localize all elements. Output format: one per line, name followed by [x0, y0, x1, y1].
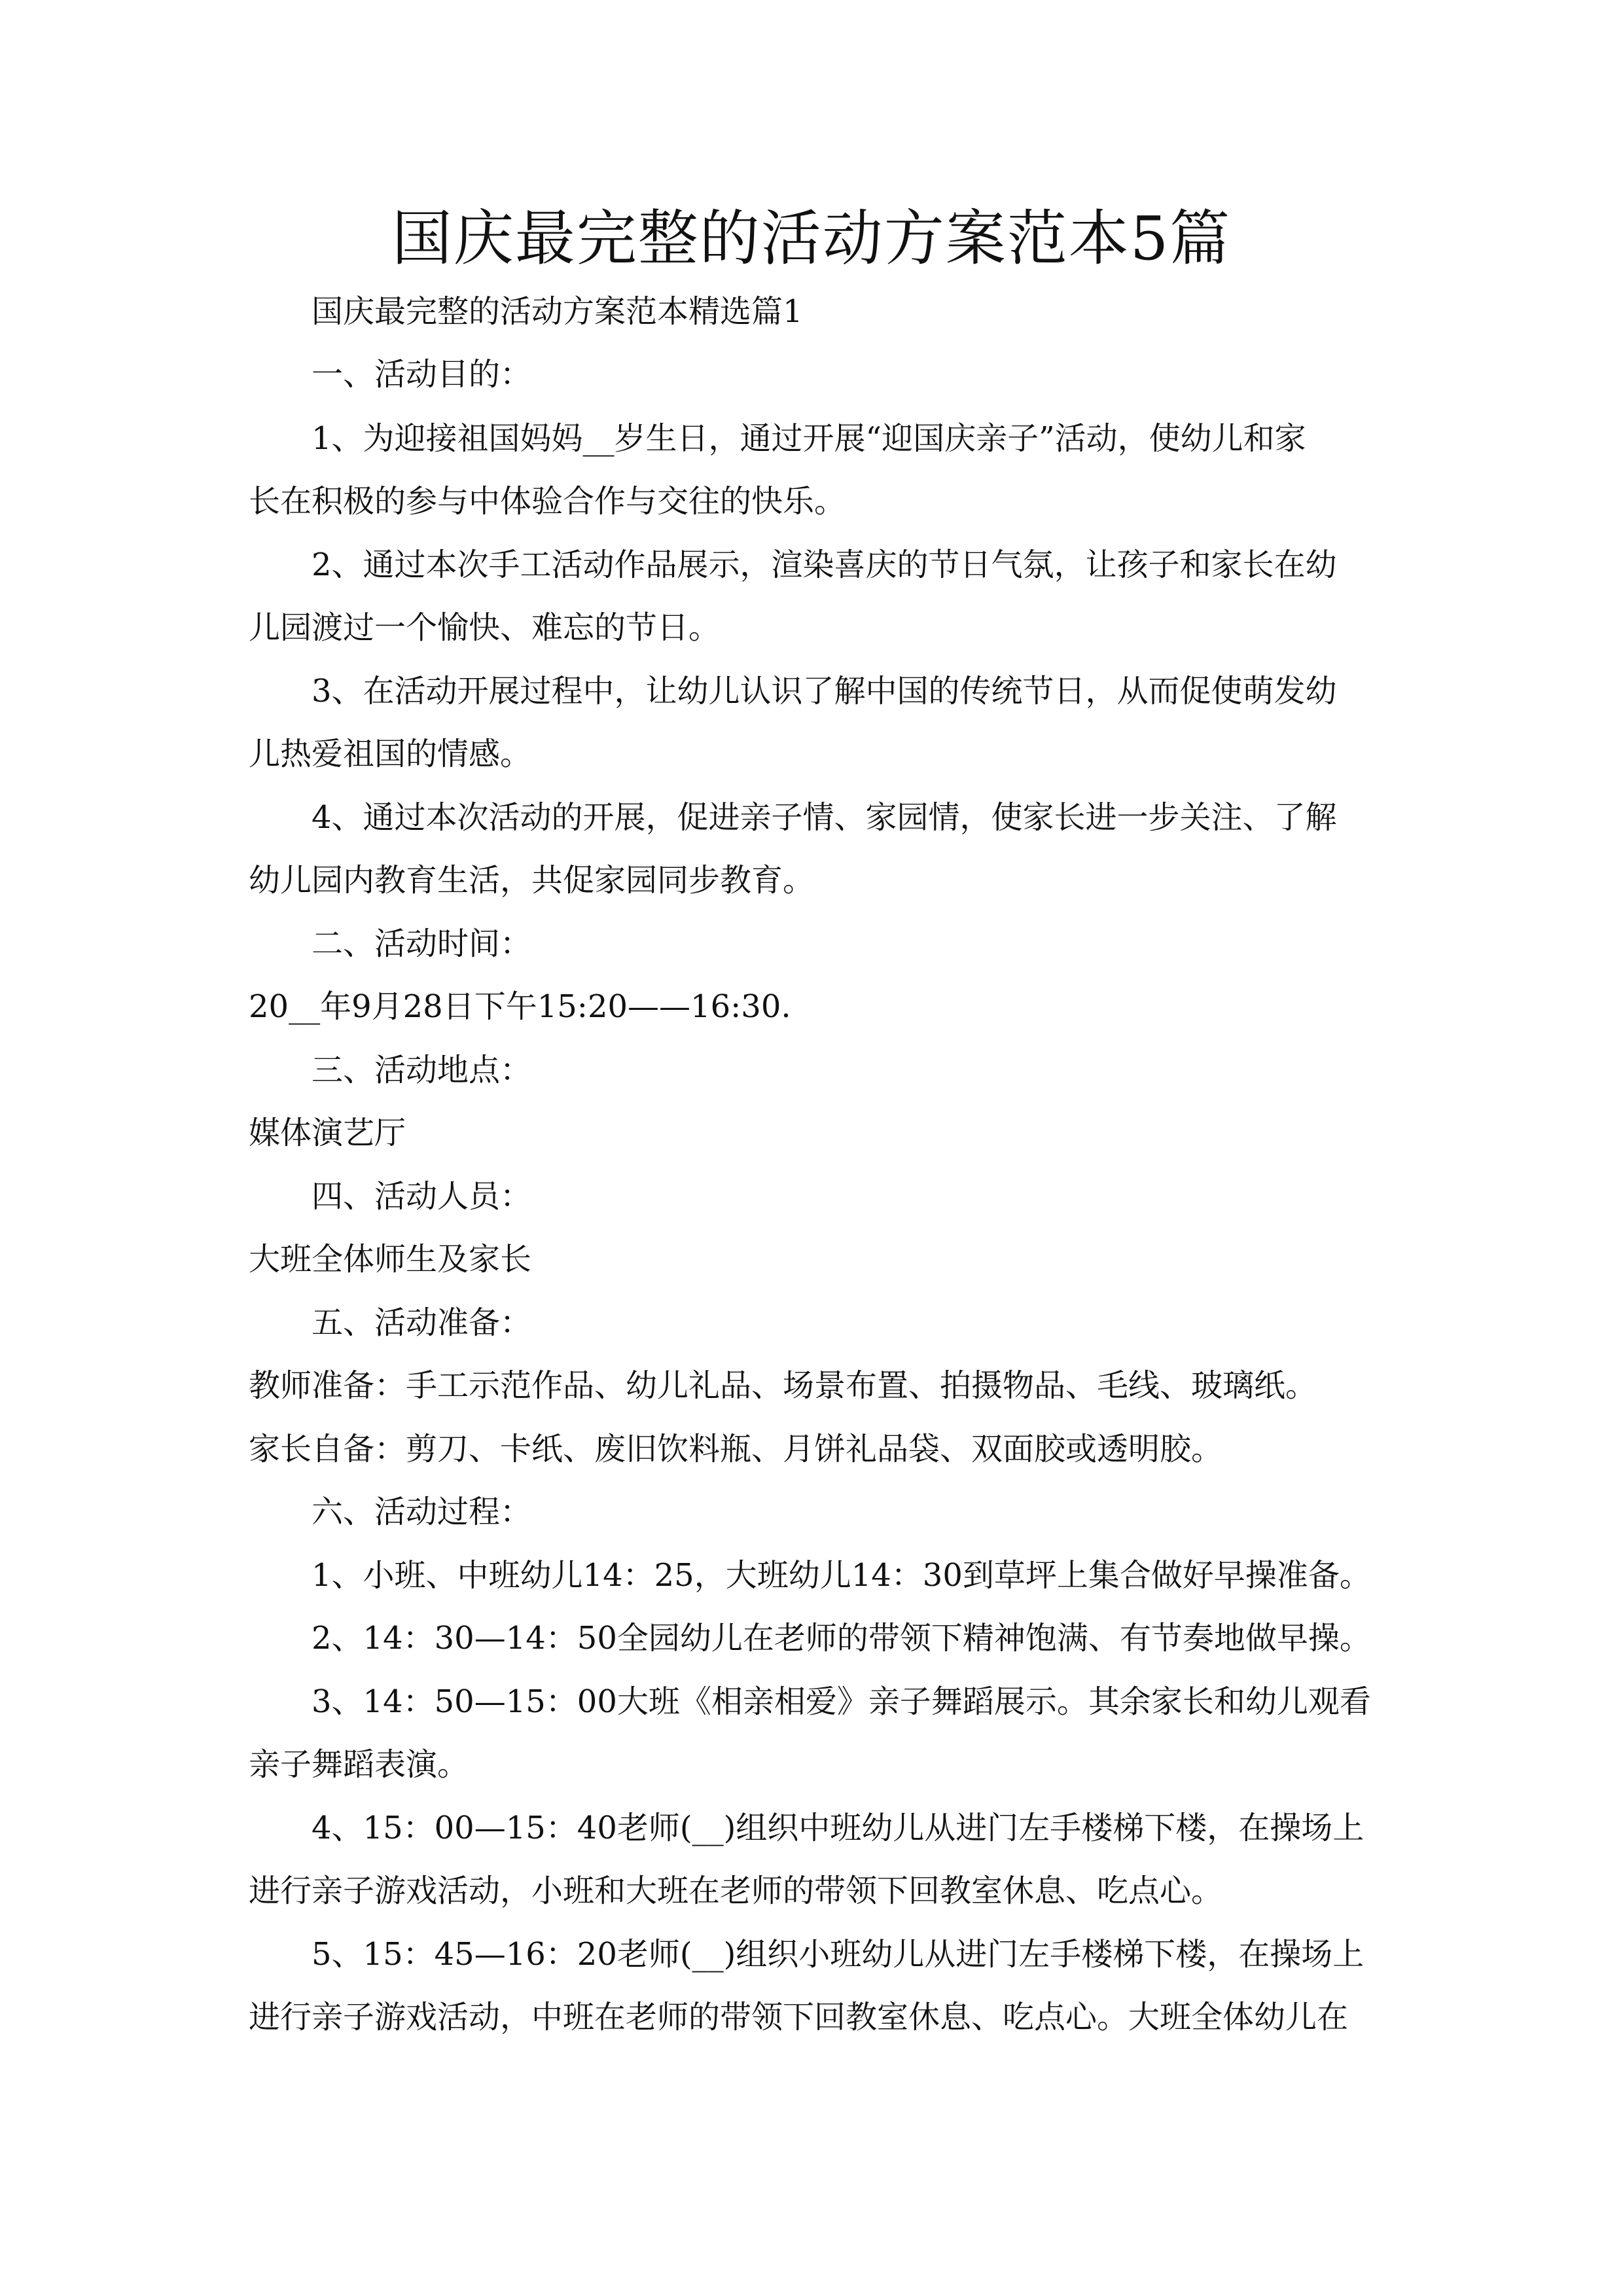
- paragraph-line: 儿热爱祖国的情感。: [249, 736, 532, 772]
- heading-time: 二、活动时间：: [312, 925, 532, 962]
- heading-location: 三、活动地点：: [312, 1052, 532, 1088]
- paragraph-line: 1、小班、中班幼儿14：25，大班幼儿14：30到草坪上集合做好早操准备。: [312, 1557, 1371, 1594]
- paragraph-line: 媒体演艺厅: [249, 1115, 406, 1151]
- paragraph-line: 3、14：50—15：00大班《相亲相爱》亲子舞蹈展示。其余家长和幼儿观看: [312, 1683, 1371, 1720]
- paragraph-line: 4、通过本次活动的开展，促进亲子情、家园情，使家长进一步关注、了解: [312, 799, 1337, 836]
- paragraph-line: 2、14：30—14：50全园幼儿在老师的带领下精神饱满、有节奏地做早操。: [312, 1620, 1371, 1657]
- paragraph-line: 3、在活动开展过程中，让幼儿认识了解中国的传统节日，从而促使萌发幼: [312, 673, 1337, 709]
- paragraph-line: 5、15：45—16：20老师(__)组织小班幼儿从进门左手楼梯下楼，在操场上: [312, 1936, 1364, 1973]
- paragraph-line: 进行亲子游戏活动，小班和大班在老师的带领下回教室休息、吃点心。: [249, 1873, 1223, 1909]
- paragraph-line: 儿园渡过一个愉快、难忘的节日。: [249, 609, 721, 646]
- paragraph-line: 大班全体师生及家长: [249, 1241, 532, 1278]
- document-title: 国庆最完整的活动方案范本5篇: [391, 204, 1232, 274]
- heading-preparation: 五、活动准备：: [312, 1304, 532, 1341]
- paragraph-line: 20__年9月28日下午15:20——16:30.: [249, 988, 791, 1025]
- paragraph-line: 2、通过本次手工活动作品展示，渲染喜庆的节日气氛，让孩子和家长在幼: [312, 547, 1337, 583]
- section-heading: 国庆最完整的活动方案范本精选篇1: [312, 293, 803, 330]
- paragraph-line: 家长自备：剪刀、卡纸、废旧饮料瓶、月饼礼品袋、双面胶或透明胶。: [249, 1431, 1223, 1467]
- paragraph-line: 亲子舞蹈表演。: [249, 1746, 469, 1783]
- paragraph-line: 进行亲子游戏活动，中班在老师的带领下回教室休息、吃点心。大班全体幼儿在: [249, 1999, 1349, 2036]
- paragraph-line: 幼儿园内教育生活，共促家园同步教育。: [249, 862, 815, 899]
- heading-process: 六、活动过程：: [312, 1494, 532, 1530]
- heading-participants: 四、活动人员：: [312, 1178, 532, 1215]
- paragraph-line: 4、15：00—15：40老师(__)组织中班幼儿从进门左手楼梯下楼，在操场上: [312, 1810, 1364, 1846]
- heading-purpose: 一、活动目的：: [312, 356, 532, 393]
- paragraph-line: 1、为迎接祖国妈妈__岁生日，通过开展“迎国庆亲子”活动，使幼儿和家: [312, 420, 1306, 457]
- paragraph-line: 教师准备：手工示范作品、幼儿礼品、场景布置、拍摄物品、毛线、玻璃纸。: [249, 1367, 1317, 1404]
- paragraph-line: 长在积极的参与中体验合作与交往的快乐。: [249, 483, 846, 520]
